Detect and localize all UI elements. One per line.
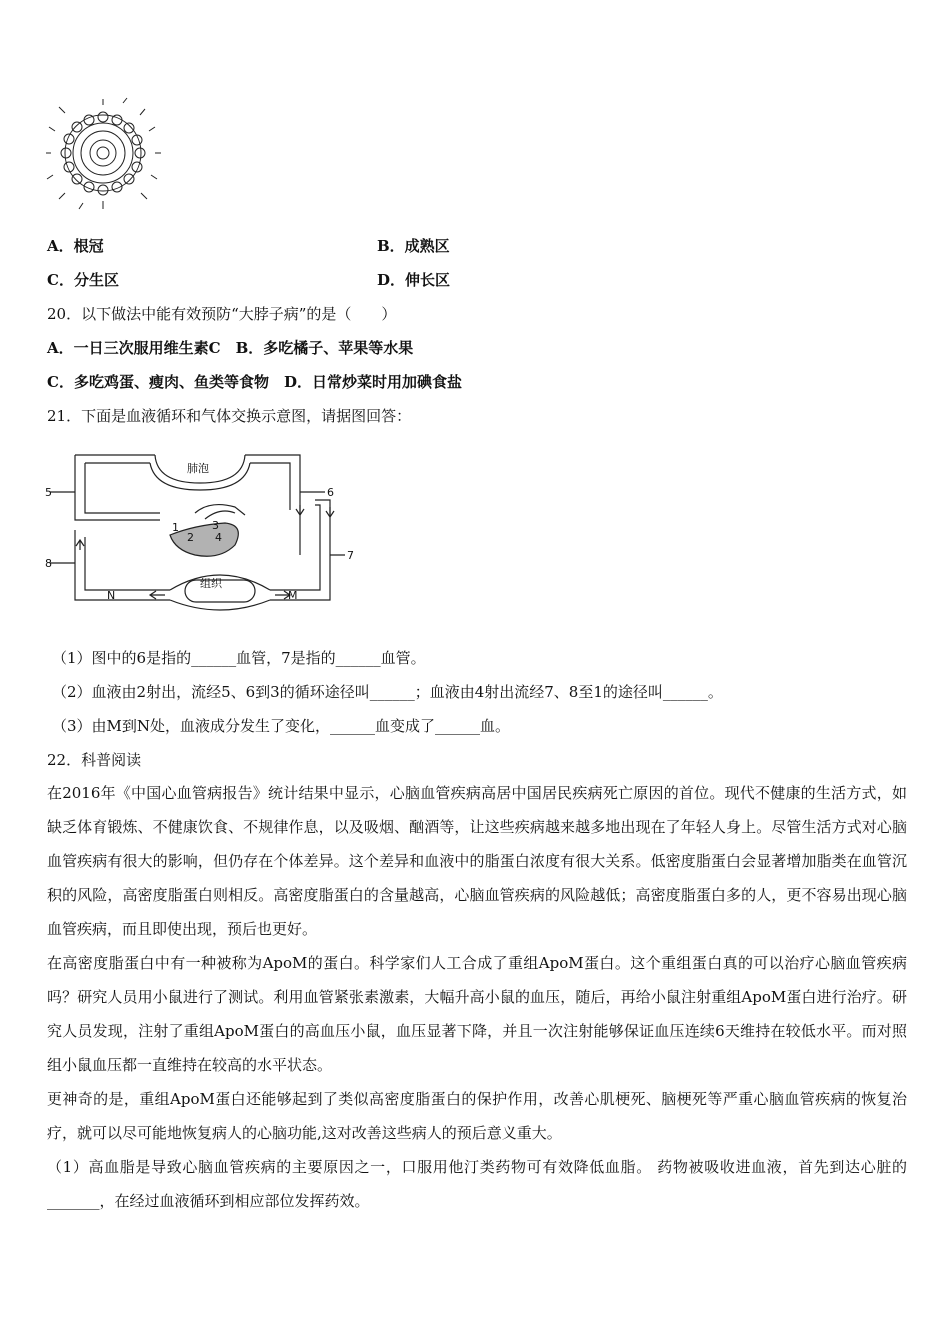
lung-label: 肺泡 — [187, 462, 209, 475]
q21-stem: 21．下面是血液循环和气体交换示意图，请据图回答： — [47, 407, 412, 425]
q19-option-c: C．分生区 — [47, 271, 119, 289]
label-8: 8 — [45, 557, 52, 570]
blood-circulation-diagram — [45, 445, 365, 615]
label-6: 6 — [327, 486, 334, 499]
label-2: 2 — [187, 531, 194, 544]
label-1: 1 — [172, 521, 179, 534]
q22-title: 22．科普阅读 — [47, 751, 142, 769]
q20-stem: 20．以下做法中能有效预防“大脖子病”的是（ ） — [47, 305, 397, 323]
q21-sub2: （2）血液由2射出，流经5、6到3的循环途径叫______；血液由4射出流经7、8至1的途径叫______。 — [52, 683, 723, 701]
label-4: 4 — [215, 531, 222, 544]
root-cross-section-figure — [45, 95, 165, 215]
q22-paragraph-1: 在2016年《中国心血管病报告》统计结果中显示，心脑血管疾病高居中国居民疾病死亡原因的首位。现代不健康的生活方式，如缺乏体育锻炼、不健康饮食、不规律作息，以及吸烟、酗酒等，让这些疾病越来越多地出现在了年轻人身上。尽管生活方式对心脑血管疾病有很大的影响，但仍存在个体差异。这个差异和血液中的脂蛋白浓度有很大关系。低密度脂蛋白会显著增加脂类在血管沉积的风险，高密度脂蛋白则相反。高密度脂蛋白的含量越高，心脑血管疾病的风险越低；高密度脂蛋白多的人，更不容易出现心脑血管疾病，而且即使出现，预后也更好。 — [47, 784, 907, 938]
label-N: N — [107, 589, 116, 602]
q21-sub1: （1）图中的6是指的______血管，7是指的______血管。 — [52, 649, 426, 667]
q22-reading-passage — [47, 776, 907, 1218]
q19-option-d: D．伸长区 — [377, 271, 451, 289]
q21-sub3: （3）由M到N处，血液成分发生了变化，______血变成了______血。 — [52, 717, 511, 735]
q22-sub1: （1）高血脂是导致心脑血管疾病的主要原因之一，口服用他汀类药物可有效降低血脂。 药物被吸收进血液，首先到达心脏的_______，在经过血液循环到相应部位发挥药效。 — [47, 1158, 907, 1210]
label-M: M — [288, 589, 298, 602]
q20-options-ab: A．一日三次服用维生素C B．多吃橘子、苹果等水果 — [47, 339, 414, 357]
heart-shape — [170, 523, 238, 556]
label-7: 7 — [347, 549, 354, 562]
q22-paragraph-2: 在高密度脂蛋白中有一种被称为ApoM的蛋白。科学家们人工合成了重组ApoM蛋白。这个重组蛋白真的可以治疗心脑血管疾病吗？研究人员用小鼠进行了测试。利用血管紧张素激素，大幅升高小鼠的血压，随后，再给小鼠注射重组ApoM蛋白进行治疗。研究人员发现，注射了重组ApoM蛋白的高血压小鼠，血压显著下降，并且一次注射能够保证血压连续6天维持在较低水平。而对照组小鼠血压都一直维持在较高的水平状态。 — [47, 954, 907, 1074]
label-5: 5 — [45, 486, 52, 499]
q19-option-b: B．成熟区 — [377, 237, 450, 255]
tissue-label: 组织 — [200, 577, 222, 590]
q19-option-a: A．根冠 — [47, 237, 104, 255]
q20-options-cd: C．多吃鸡蛋、瘦肉、鱼类等食物 D．日常炒菜时用加碘食盐 — [47, 373, 462, 391]
q22-paragraph-3: 更神奇的是，重组ApoM蛋白还能够起到了类似高密度脂蛋白的保护作用，改善心肌梗死、脑梗死等严重心脑血管疾病的恢复治疗，就可以尽可能地恢复病人的心脑功能,这对改善这些病人的预后意义重大。 — [47, 1090, 907, 1142]
label-3: 3 — [212, 519, 219, 532]
